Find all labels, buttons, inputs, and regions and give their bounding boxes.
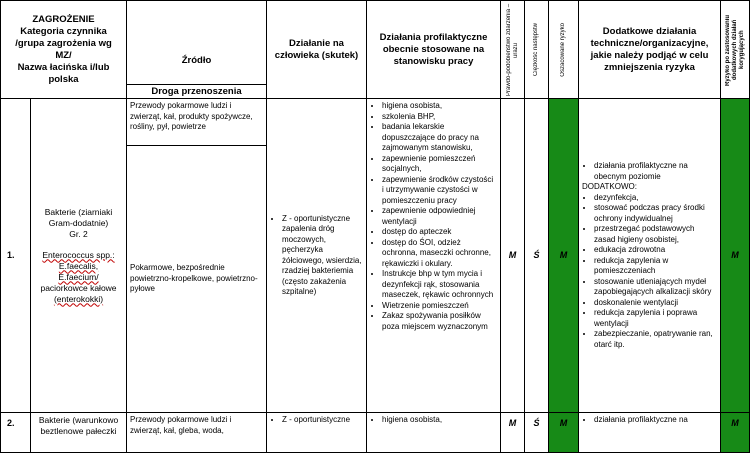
- row-1-additional: [579, 99, 721, 413]
- row-1-route: Pokarmowe, bezpośrednie powietrzno-kropelkowe, powietrzno-pyłowe: [127, 146, 267, 413]
- list-item: • badania lekarskie dopuszczające do pracy na zajmowanym stanowisku,: [382, 122, 497, 154]
- row-2-preventive: [367, 413, 501, 453]
- list-item: • doskonalenie wentylacji: [594, 298, 717, 309]
- row-1-source: Przewody pokarmowe ludzi i zwierząt, kał, produkty spożywcze, rośliny, pył, powietrze: [127, 99, 267, 146]
- header-severity: Ciężkość następstw: [525, 1, 549, 99]
- header-risk-after: Ryzyko po zastosowaniu dodatkowych działań korygujących: [721, 1, 750, 99]
- row-1-risk-after: M: [721, 99, 750, 413]
- list-item: • stosowanie utleniających mydeł zapobiegających alkalizacji skóry: [594, 277, 717, 298]
- row-2-additional: [579, 413, 721, 453]
- header-preventive: Działania profilaktyczne obecnie stosowane na stanowisku pracy: [367, 1, 501, 99]
- list-item: • zapewnienie pomieszczeń socjalnych,: [382, 154, 497, 175]
- row-1-preventive: [367, 99, 501, 413]
- row-1-number: 1.: [1, 99, 31, 413]
- row-1-agent: Bakterie (ziarniaki Gram-dodatnie) Gr. 2 Enterococcus spp.: E.faecalis, E.faecium/ paciorkowce kałowe (enterokokki): [31, 99, 127, 413]
- header-effect: Działanie na człowieka (skutek): [267, 1, 367, 99]
- header-route: Droga przenoszenia: [127, 85, 267, 99]
- row-2-number: 2.: [1, 413, 31, 453]
- header-estimated-risk: Oszacowane ryzyko: [549, 1, 579, 99]
- list-item: • zabezpieczanie, opatrywanie ran, otarć itp.: [594, 329, 717, 350]
- list-item: • stosować podczas pracy środki ochrony indywidualnej: [594, 203, 717, 224]
- list-item: • higiena osobista,: [382, 415, 497, 426]
- row-2-risk-after: M: [721, 413, 750, 453]
- header-hazard: ZAGROŻENIE Kategoria czynnika /grupa zagrożenia wg MZ/ Nazwa łacińska i/lub polska: [1, 1, 127, 99]
- row-1-preventive-list: [370, 101, 497, 332]
- list-item: • dostęp do apteczek: [382, 227, 497, 238]
- list-item: • działania profilaktyczne na obecnym poziomie: [594, 161, 717, 182]
- row-2-severity: Ś: [525, 413, 549, 453]
- row-1-probability: M: [501, 99, 525, 413]
- list-item: • Instrukcje bhp w tym mycia i dezynfekcji rąk, stosowania maseczek, rękawic ochronnych: [382, 269, 497, 301]
- list-item: • zapewnienie odpowiedniej wentylacji: [382, 206, 497, 227]
- list-item: • edukacja zdrowotna: [594, 245, 717, 256]
- row-1-additional-list: [582, 161, 717, 350]
- row-2-source: Przewody pokarmowe ludzi i zwierząt, kał, gleba, woda,: [127, 413, 267, 453]
- header-additional: Dodatkowe działania techniczne/organizacyjne, jakie należy podjąć w celu zmniejszenia ryzyka: [579, 1, 721, 99]
- row-2-probability: M: [501, 413, 525, 453]
- row-1-severity: Ś: [525, 99, 549, 413]
- list-item: • dostęp do ŚOI, odzież ochronna, maseczki ochronne, rękawiczki i okulary.: [382, 238, 497, 270]
- list-item: • szkolenia BHP,: [382, 112, 497, 123]
- list-item: • zapewnienie środków czystości i utrzymywanie czystości w pomieszczeniu pracy: [382, 175, 497, 207]
- list-item: • redukcja zapylenia i poprawa wentylacji: [594, 308, 717, 329]
- list-item: • przestrzegać podstawowych zasad higieny osobistej,: [594, 224, 717, 245]
- list-item: • działania profilaktyczne na: [594, 415, 717, 426]
- list-item: • redukcja zapylenia w pomieszczeniach: [594, 256, 717, 277]
- list-item: • higiena osobista,: [382, 101, 497, 112]
- list-item: • dezynfekcja,: [594, 193, 717, 204]
- row-2-effect: • Z - oportunistyczne: [267, 413, 367, 453]
- list-item: • Zakaz spożywania posiłków poza miejscem wyznaczonym: [382, 311, 497, 332]
- header-source: Źródło: [127, 1, 267, 85]
- row-2-estimated-risk: M: [549, 413, 579, 453]
- header-probability: Prawdo-podobieństwo zdarzenia – urazu: [501, 1, 525, 99]
- list-item: DODATKOWO:: [582, 182, 637, 191]
- row-1-effect: • Z - oportunistyczne zapalenia dróg moczowych, pęcherzyka żółciowego, wsierdzia, rzadziej bakteriemia (często zakażenia szpitalne): [267, 99, 367, 413]
- row-2-agent: Bakterie (warunkowo beztlenowe pałeczki: [31, 413, 127, 453]
- row-1-estimated-risk: M: [549, 99, 579, 413]
- list-item: • Wietrzenie pomieszczeń: [382, 301, 497, 312]
